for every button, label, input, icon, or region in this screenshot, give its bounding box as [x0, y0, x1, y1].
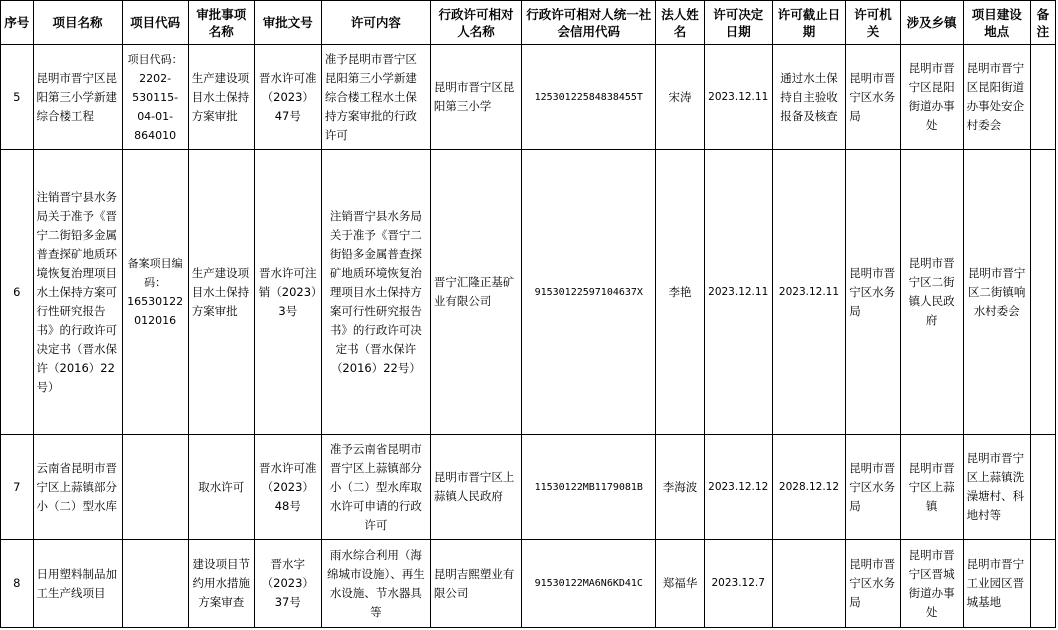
cell-approval-doc: 晋水许可注销（2023）3号	[254, 150, 321, 435]
cell-remark	[1030, 45, 1055, 150]
cell-project-name: 云南省昆明市晋宁区上蒜镇部分小（二）型水库	[33, 435, 122, 540]
cell-legal-rep: 李艳	[656, 150, 704, 435]
cell-project-name: 昆明市晋宁区昆阳第三小学新建综合楼工程	[33, 45, 122, 150]
cell-credit-code: 11530122MB1179081B	[522, 435, 656, 540]
cell-approval-doc: 晋水字（2023）37号	[254, 540, 321, 628]
cell-seq: 8	[1, 540, 34, 628]
header-decision-date: 许可决定日期	[704, 1, 772, 45]
cell-seq: 5	[1, 45, 34, 150]
cell-location: 昆明市晋宁工业园区晋城基地	[963, 540, 1030, 628]
cell-credit-code: 12530122584838455T	[522, 45, 656, 150]
cell-expiry-date: 2028.12.12	[772, 435, 845, 540]
cell-town: 昆明市晋宁区二街镇人民政府	[900, 150, 963, 435]
header-project-name: 项目名称	[33, 1, 122, 45]
cell-approval-doc: 晋水许可准（2023）47号	[254, 45, 321, 150]
cell-approval-item: 建设项目节约用水措施方案审查	[188, 540, 254, 628]
header-credit-code: 行政许可相对人统一社会信用代码	[522, 1, 656, 45]
cell-location: 昆明市晋宁区二街镇响水村委会	[963, 150, 1030, 435]
header-approval-item: 审批事项名称	[188, 1, 254, 45]
cell-decision-date: 2023.12.7	[704, 540, 772, 628]
header-seq: 序号	[1, 1, 34, 45]
cell-legal-rep: 郑福华	[656, 540, 704, 628]
cell-project-name: 注销晋宁县水务局关于准予《晋宁二街铅多金属普查探矿地质环境恢复治理项目水土保持方案可行性研究报告书》的行政许可决定书（晋水保许（2016）22号）	[33, 150, 122, 435]
cell-decision-date: 2023.12.11	[704, 150, 772, 435]
table-row	[1, 540, 1056, 628]
cell-approval-item: 生产建设项目水土保持方案审批	[188, 45, 254, 150]
cell-project-code	[122, 435, 188, 540]
cell-project-code	[122, 540, 188, 628]
cell-approval-item: 生产建设项目水土保持方案审批	[188, 150, 254, 435]
cell-legal-rep: 李海波	[656, 435, 704, 540]
cell-decision-date: 2023.12.12	[704, 435, 772, 540]
header-permit-content: 许可内容	[321, 1, 430, 45]
cell-counterpart-name: 晋宁汇隆正基矿业有限公司	[430, 150, 521, 435]
header-remark: 备注	[1030, 1, 1055, 45]
cell-permit-content: 注销晋宁县水务局关于准予《晋宁二街铅多金属普查探矿地质环境恢复治理项目水土保持方案可行性研究报告书》的行政许可决定书（晋水保许（2016）22号）	[321, 150, 430, 435]
header-location: 项目建设地点	[963, 1, 1030, 45]
cell-permit-content: 准予云南省昆明市晋宁区上蒜镇部分小（二）型水库取水许可申请的行政许可	[321, 435, 430, 540]
cell-seq: 6	[1, 150, 34, 435]
cell-expiry-date	[772, 540, 845, 628]
cell-remark	[1030, 540, 1055, 628]
cell-project-code: 备案项目编码：16530122012016	[122, 150, 188, 435]
cell-counterpart-name: 昆明市晋宁区上蒜镇人民政府	[430, 435, 521, 540]
cell-permit-content: 准予昆明市晋宁区昆阳第三小学新建综合楼工程水土保持方案审批的行政许可	[321, 45, 430, 150]
header-authority: 许可机关	[846, 1, 901, 45]
cell-credit-code: 91530122597104637X	[522, 150, 656, 435]
cell-authority: 昆明市晋宁区水务局	[846, 435, 901, 540]
header-approval-doc: 审批文号	[254, 1, 321, 45]
cell-location: 昆明市晋宁区昆阳街道办事处安企村委会	[963, 45, 1030, 150]
cell-legal-rep: 宋涛	[656, 45, 704, 150]
table-row	[1, 435, 1056, 540]
cell-expiry-date: 通过水土保持自主验收报备及核查	[772, 45, 845, 150]
cell-location: 昆明市晋宁区上蒜镇洗澡塘村、科地村等	[963, 435, 1030, 540]
header-project-code: 项目代码	[122, 1, 188, 45]
cell-permit-content: 雨水综合利用（海绵城市设施）、再生水设施、节水器具等	[321, 540, 430, 628]
cell-authority: 昆明市晋宁区水务局	[846, 150, 901, 435]
cell-decision-date: 2023.12.11	[704, 45, 772, 150]
cell-approval-doc: 晋水许可准（2023）48号	[254, 435, 321, 540]
header-town: 涉及乡镇	[900, 1, 963, 45]
table-row	[1, 150, 1056, 435]
header-legal-rep: 法人姓名	[656, 1, 704, 45]
cell-credit-code: 91530122MA6N6KD41C	[522, 540, 656, 628]
cell-project-code: 项目代码：2202-530115-04-01-864010	[122, 45, 188, 150]
cell-seq: 7	[1, 435, 34, 540]
cell-town: 昆明市晋宁区上蒜镇	[900, 435, 963, 540]
cell-approval-item: 取水许可	[188, 435, 254, 540]
cell-remark	[1030, 435, 1055, 540]
header-row	[1, 1, 1056, 45]
cell-counterpart-name: 昆明市晋宁区昆阳第三小学	[430, 45, 521, 150]
header-counterpart-name: 行政许可相对人名称	[430, 1, 521, 45]
cell-project-name: 日用塑料制品加工生产线项目	[33, 540, 122, 628]
cell-town: 昆明市晋宁区晋城街道办事处	[900, 540, 963, 628]
cell-authority: 昆明市晋宁区水务局	[846, 45, 901, 150]
cell-expiry-date: 2023.12.11	[772, 150, 845, 435]
cell-authority: 昆明市晋宁区水务局	[846, 540, 901, 628]
cell-town: 昆明市晋宁区昆阳街道办事处	[900, 45, 963, 150]
table-row	[1, 45, 1056, 150]
cell-remark	[1030, 150, 1055, 435]
cell-counterpart-name: 昆明吉熙塑业有限公司	[430, 540, 521, 628]
header-expiry-date: 许可截止日期	[772, 1, 845, 45]
